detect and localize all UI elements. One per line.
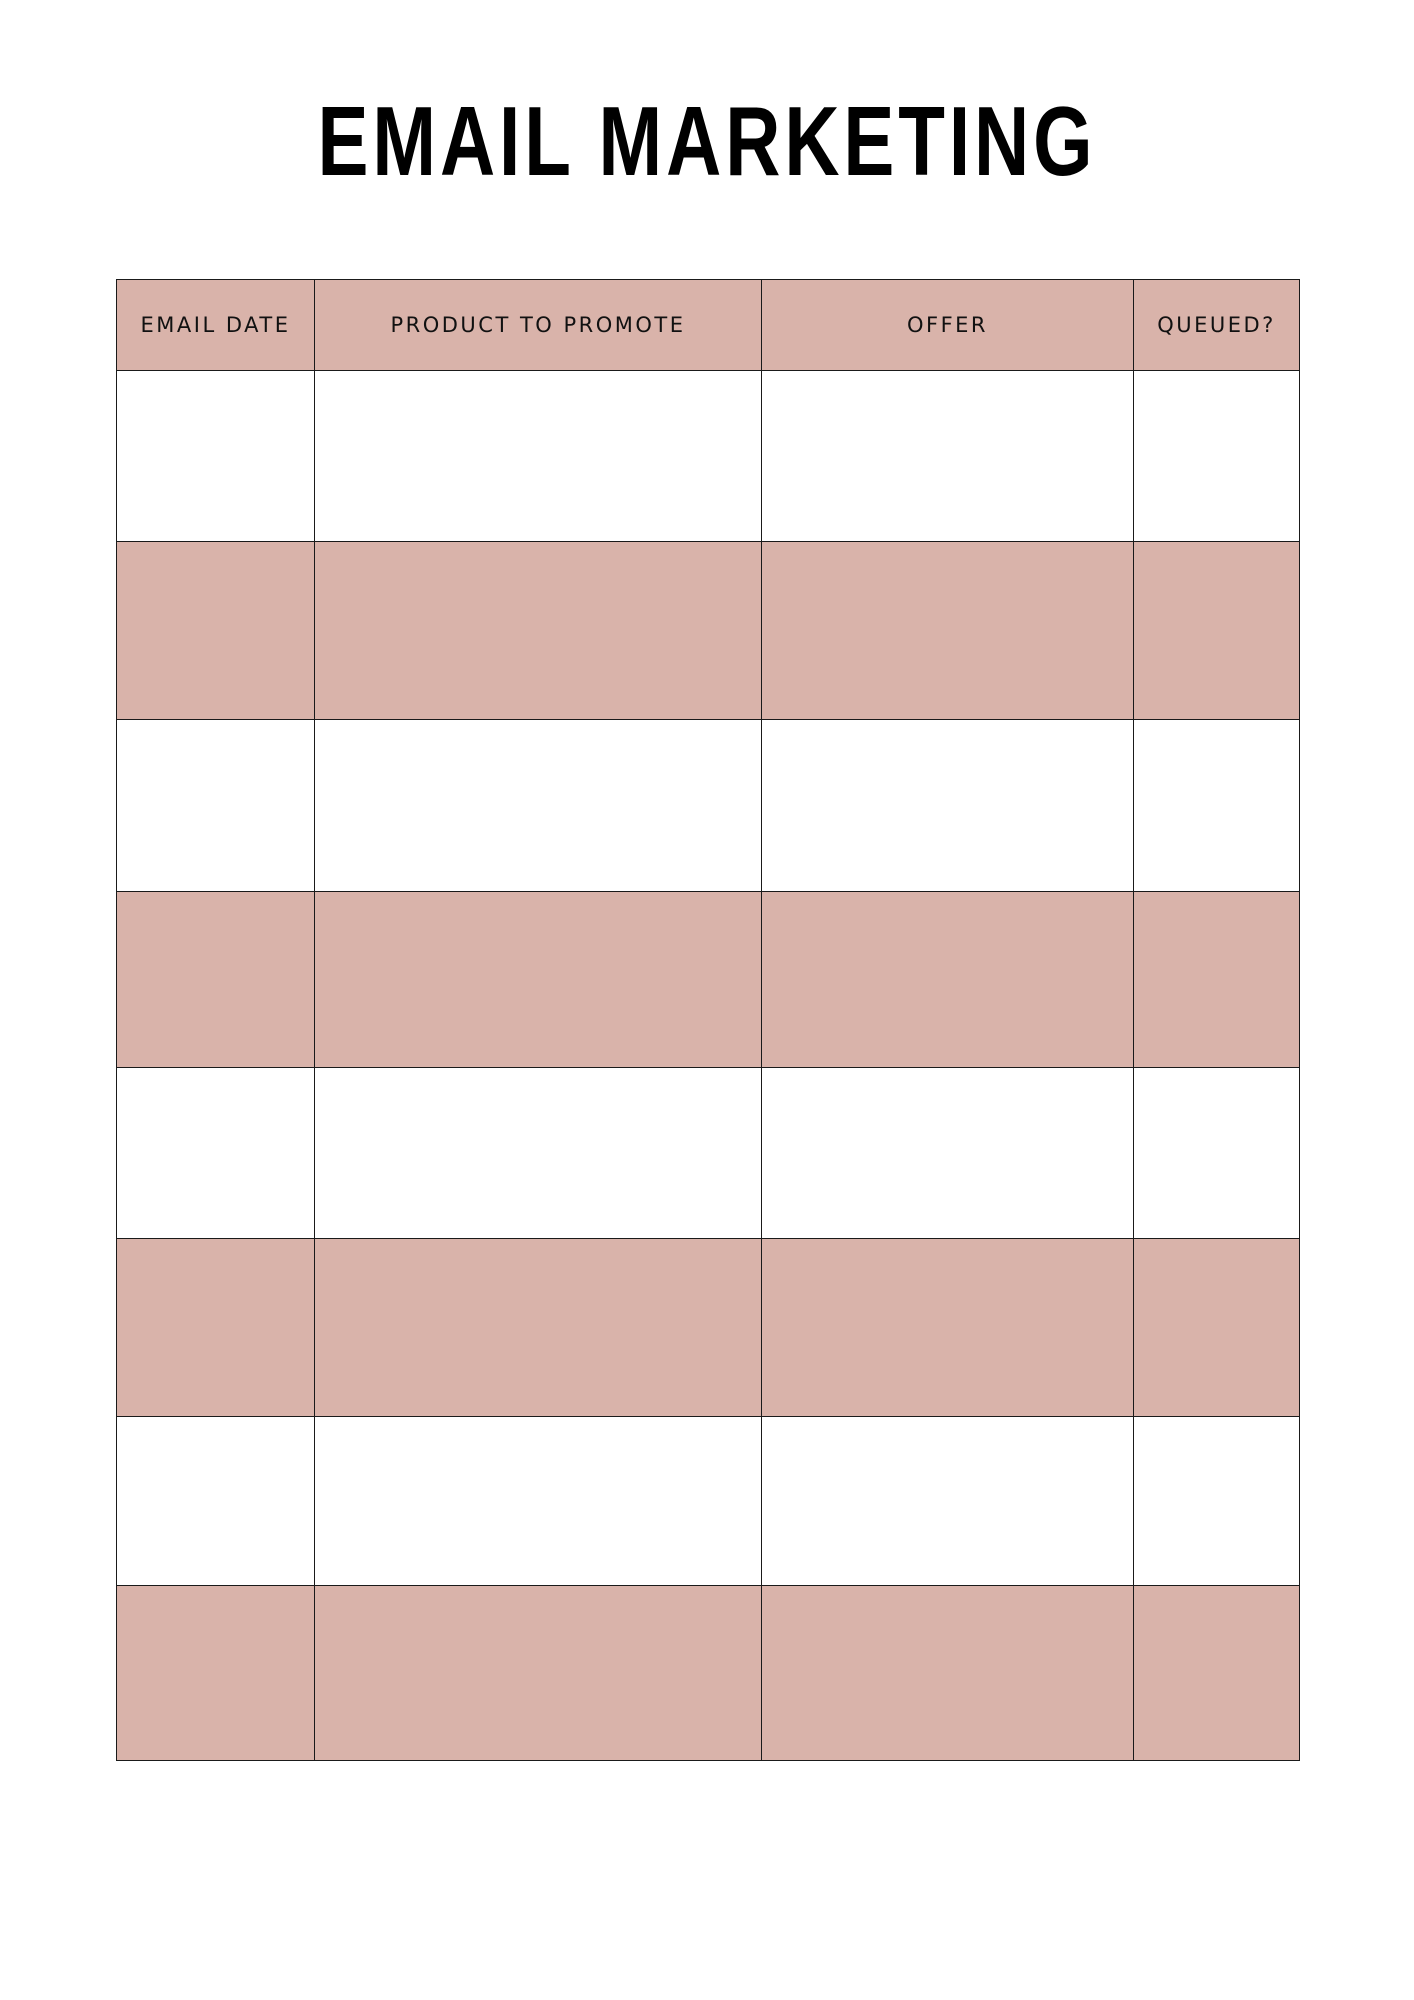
- queued-cell[interactable]: [1134, 892, 1300, 1068]
- offer-cell[interactable]: [762, 1068, 1134, 1239]
- page-title: EMAIL MARKETING: [317, 86, 1097, 196]
- product-cell[interactable]: [315, 720, 762, 892]
- product-cell[interactable]: [315, 542, 762, 720]
- queued-cell[interactable]: [1134, 542, 1300, 720]
- header-row: [117, 280, 1300, 371]
- product-cell[interactable]: [315, 1586, 762, 1761]
- offer-cell[interactable]: [762, 892, 1134, 1068]
- product-cell[interactable]: [315, 892, 762, 1068]
- offer-cell[interactable]: [762, 720, 1134, 892]
- offer-cell[interactable]: [762, 542, 1134, 720]
- email-date-cell[interactable]: [117, 892, 315, 1068]
- email-date-cell[interactable]: [117, 1068, 315, 1239]
- offer-cell[interactable]: [762, 1239, 1134, 1417]
- product-cell[interactable]: [315, 1068, 762, 1239]
- queued-cell[interactable]: [1134, 1417, 1300, 1586]
- header-queued: QUEUED?: [1134, 280, 1300, 371]
- table-row: [117, 542, 1300, 720]
- table-row: [117, 1239, 1300, 1417]
- email-date-cell[interactable]: [117, 1417, 315, 1586]
- table-row: [117, 892, 1300, 1068]
- product-cell[interactable]: [315, 1417, 762, 1586]
- offer-cell[interactable]: [762, 1586, 1134, 1761]
- queued-cell[interactable]: [1134, 1586, 1300, 1761]
- email-date-cell[interactable]: [117, 1239, 315, 1417]
- table-row: [117, 1586, 1300, 1761]
- header-email-date: EMAIL DATE: [117, 280, 315, 371]
- table-row: [117, 720, 1300, 892]
- email-planner-table: [116, 279, 1300, 1761]
- queued-cell[interactable]: [1134, 1068, 1300, 1239]
- email-date-cell[interactable]: [117, 371, 315, 542]
- offer-cell[interactable]: [762, 1417, 1134, 1586]
- email-date-cell[interactable]: [117, 1586, 315, 1761]
- email-date-cell[interactable]: [117, 720, 315, 892]
- table-row: [117, 1417, 1300, 1586]
- email-date-cell[interactable]: [117, 542, 315, 720]
- header-offer: OFFER: [762, 280, 1134, 371]
- product-cell[interactable]: [315, 371, 762, 542]
- queued-cell[interactable]: [1134, 1239, 1300, 1417]
- header-product-to-promote: PRODUCT TO PROMOTE: [315, 280, 762, 371]
- queued-cell[interactable]: [1134, 720, 1300, 892]
- offer-cell[interactable]: [762, 371, 1134, 542]
- table-row: [117, 1068, 1300, 1239]
- product-cell[interactable]: [315, 1239, 762, 1417]
- queued-cell[interactable]: [1134, 371, 1300, 542]
- table-row: [117, 371, 1300, 542]
